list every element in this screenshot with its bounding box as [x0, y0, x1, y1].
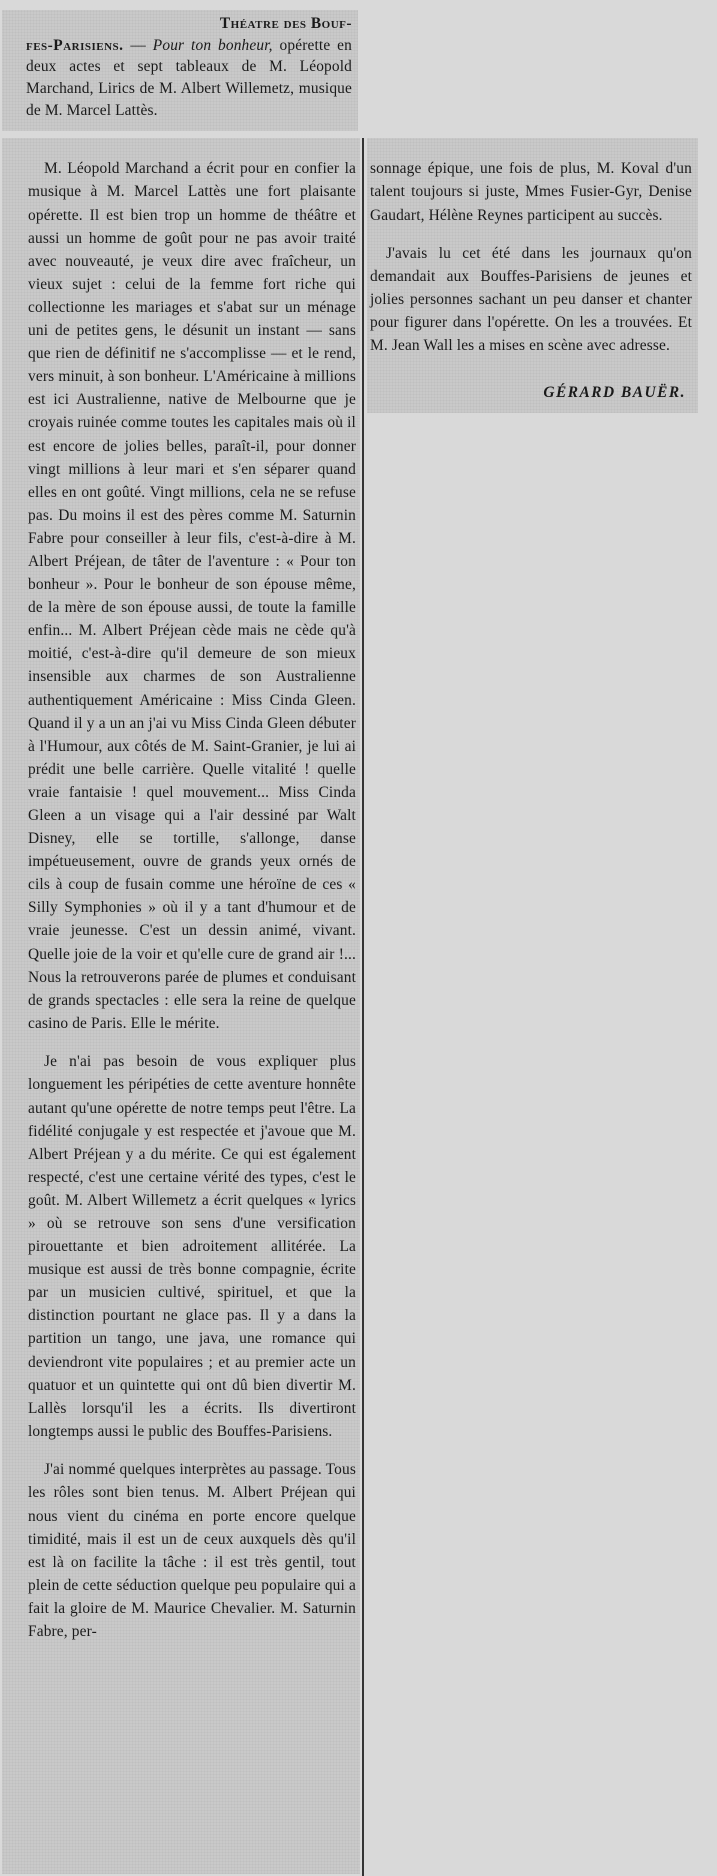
- paragraph: J'ai nommé quelques interprètes au passage. Tous les rôles sont bien tenus. M. Albert Préjean qui nous vient du cinéma en porte encore quelque timidité, mais il est un de ceux auxquels dès qu'il est là on facilite la tâche : il est très gentil, tout plein de cette séduction quelque peu populaire qui a fait la gloire de M. Maurice Chevalier. M. Saturnin Fabre, per-: [28, 1461, 356, 1640]
- paragraph-continuation: sonnage épique, une fois de plus, M. Koval d'un talent toujours si juste, Mmes Fusier-Gyr, Denise Gaudart, Hélène Reynes participent au succès.: [370, 160, 692, 224]
- theatre-name-suffix: fes-Parisiens.: [26, 36, 124, 54]
- paragraph: J'avais lu cet été dans les journaux qu'on demandait aux Bouffes-Parisiens de jeunes et jolies personnes sachant un peu danser et chanter pour figurer dans l'opérette. On les a trouvées. Et M. Jean Wall les a mises en scène avec adresse.: [370, 245, 692, 355]
- header-dash: —: [123, 36, 153, 54]
- column-rule: [362, 138, 364, 1876]
- play-title: Pour ton bonheur,: [152, 36, 273, 54]
- play-credits: opérette en deux actes et sept tableaux de M. Léopold Marchand, Lirics de M. Albert Willemetz, musique de M. Marcel Lattès.: [26, 36, 352, 119]
- author-signature: GÉRARD BAUËR.: [543, 384, 686, 401]
- review-header: [26, 13, 352, 122]
- paragraph: M. Léopold Marchand a écrit pour en confier la musique à M. Marcel Lattès une fort plaisante opérette. Il est bien trop un homme de théâtre et aussi un homme de goût pour ne pas avoir traité avec nouveauté, je veux dire avec fraîcheur, un vieux sujet : celui de la femme fort riche qui collectionne les mariages et s'abat sur un ménage uni de petites gens, le désunit un instant — sans que rien de définitif ne s'accomplisse — et le rend, vers minuit, à son bonheur. L'Américaine à millions est ici Australienne, native de Melbourne que je croyais ruinée comme toutes les capitales mais où il est encore de jolies belles, paraît-il, pour donner vingt millions à leur mari et s'en séparer quand elles en ont goûté. Vingt millions, cela ne se refuse pas. Du moins il est des pères comme M. Saturnin Fabre pour conseiller à leur fils, c'est-à-dire à M. Albert Préjean, de tâter de l'aventure : « Pour ton bonheur ». Pour le bonheur de son épouse même, de la mère de son épouse aussi, de toute la famille enfin... M. Albert Préjean cède mais ne cède qu'à moitié, c'est-à-dire qu'il demeure de son mieux insensible aux charmes de son Australienne authentiquement Américaine : Miss Cinda Gleen. Quand il y a un an j'ai vu Miss Cinda Gleen débuter à l'Humour, aux côtés de M. Saint-Granier, je lui ai prédit une belle carrière. Quelle vitalité ! quelle vraie fantaisie ! quel mouvement... Miss Cinda Gleen a un visage qui a l'air dessiné par Walt Disney, elle se tortille, s'allonge, danse impétueusement, ouvre de grands yeux ornés de cils à coup de fusain comme une héroïne de ces « Silly Symphonies » où il y a tant d'humour et de vraie jeunesse. C'est un dessin animé, vivant. Quelle joie de la voir et qu'elle cure de grand air !... Nous la retrouverons parée de plumes et conduisant de grands spectacles : elle sera la reine de quelque casino de Paris. Elle le mérite.: [28, 160, 356, 1032]
- theatre-name: Théatre des Bouf-: [219, 15, 352, 32]
- left-column-text: [28, 142, 356, 1658]
- right-column-text: [370, 142, 692, 373]
- paragraph: Je n'ai pas besoin de vous expliquer plus longuement les péripéties de cette aventure honnête autant qu'une opérette de notre temps peut l'être. La fidélité conjugale y est respectée et j'avoue que M. Albert Préjean y a du mérite. Ce qui est également respecté, c'est une certaine vérité des types, c'est le goût. M. Albert Willemetz a écrit quelques « lyrics » où se retrouve son sens d'une versification pirouettante et bien adroitement allitérée. La musique est aussi de très bonne compagnie, écrite par un musicien cultivé, spirituel, et que la distinction pourtant ne glace pas. Il y a dans la partition un tango, une java, une romance qui deviendront vite populaires ; et au premier acte un quatuor et un quintette qui ont dû bien divertir M. Lallès lorsqu'il les a écrits. Ils divertiront longtemps aussi le public des Bouffes-Parisiens.: [28, 1053, 356, 1440]
